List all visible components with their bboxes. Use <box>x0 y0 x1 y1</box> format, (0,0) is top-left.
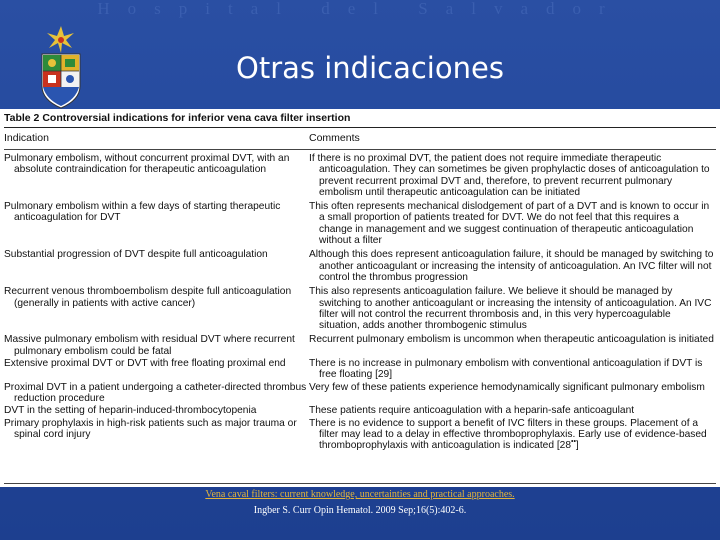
comments-cell: Although this does represent anticoagulation failure, it should be managed by switching to another anticoagulant or increasing the intensity of anticoagulation. An IVC filter will not control the thrombus progression <box>309 249 714 283</box>
table-row <box>4 153 716 198</box>
indication-cell: DVT in the setting of heparin-induced-thrombocytopenia <box>4 405 257 417</box>
comments-cell: Recurrent pulmonary embolism is uncommon when therapeutic anticoagulation is initiated <box>309 334 714 346</box>
reference-marker: •• <box>571 438 576 446</box>
table-row <box>4 418 716 452</box>
indication-cell: Primary prophylaxis in high-risk patients such as major trauma or spinal cord injury <box>4 417 297 440</box>
column-header-indication: Indication <box>4 132 49 144</box>
indication-cell: Pulmonary embolism within a few days of starting therapeutic anticoagulation for DVT <box>4 201 281 224</box>
table-row <box>4 249 716 283</box>
hospital-name-header: Hospital del Salvador <box>97 0 623 18</box>
university-crest-logo <box>36 24 86 110</box>
table-row <box>4 334 716 357</box>
table-bottom-rule <box>4 483 716 484</box>
indications-table <box>0 109 720 487</box>
table-row <box>4 201 716 246</box>
article-title-link[interactable]: Vena caval filters: current knowledge, uncertainties and practical approaches. <box>205 489 515 500</box>
comments-cell <box>309 418 716 452</box>
indication-cell: Extensive proximal DVT or DVT with free floating proximal end <box>4 358 286 370</box>
slide-title: Otras indicaciones <box>236 51 504 85</box>
indication-cell: Recurrent venous thromboembolism despite full anticoagulation (generally in patients with active cancer) <box>4 286 292 309</box>
star-emblem <box>47 26 74 53</box>
indication-cell: Substantial progression of DVT despite full anticoagulation <box>4 249 268 261</box>
citation-text: Ingber S. Curr Opin Hematol. 2009 Sep;16(5):402-6. <box>253 505 467 516</box>
comments-cell: This often represents mechanical dislodgement of part of a DVT and is known to occur in a small proportion of patients treated for DVT. We do not feel that this requires a change in management and we suggest continuation of therapeutic anticoagulation without a filter <box>309 201 710 247</box>
comments-cell: This also represents anticoagulation failure. We believe it should be managed by switching to another anticoagulant or increasing the intensity of anticoagulation. An IVC filter will not control the recurrent thrombosis and, in this very hypercoagulable situation, adds another thrombogenic stimulus <box>309 286 712 332</box>
table-row <box>4 405 716 416</box>
comments-cell: If there is no proximal DVT, the patient does not require immediate therapeutic anticoagulation. They can sometimes be given prophylactic doses of anticoagulation to prevent recurrent proximal DVT and, therefore, to prevent recurrent pulmonary embolism until therapeutic anticoagulation can be initiated <box>309 153 710 198</box>
comments-text-end: ] <box>575 440 579 452</box>
indication-cell: Pulmonary embolism, without concurrent proximal DVT, with an absolute contraindication for therapeutic anticoagulation <box>4 153 290 176</box>
comments-text: There is no evidence to support a benefit of IVC filters in these groups. Placement of a filter may lead to a delay in effective thromboprophylaxis. Early use of evidence-based thromboprophylaxis with anticoagulation is indicated [28 <box>309 417 707 452</box>
indication-cell: Proximal DVT in a patient undergoing a catheter-directed thrombus reduction procedure <box>4 381 307 404</box>
comments-cell: These patients require anticoagulation with a heparin-safe anticoagulant <box>309 405 635 417</box>
table-caption: Table 2 Controversial indications for inferior vena cava filter insertion <box>4 112 351 124</box>
indication-cell: Massive pulmonary embolism with residual DVT where recurrent pulmonary embolism could be fatal <box>4 334 295 357</box>
table-row <box>4 382 716 405</box>
comments-cell: There is no increase in pulmonary embolism with conventional anticoagulation if DVT is free floating [29] <box>309 358 703 381</box>
table-row <box>4 358 716 381</box>
table-header-rule <box>4 149 716 150</box>
table-row <box>4 286 716 331</box>
table-header-row <box>4 128 716 149</box>
comments-cell: Very few of these patients experience hemodynamically significant pulmonary embolism <box>309 381 705 393</box>
column-header-comments: Comments <box>309 132 360 144</box>
